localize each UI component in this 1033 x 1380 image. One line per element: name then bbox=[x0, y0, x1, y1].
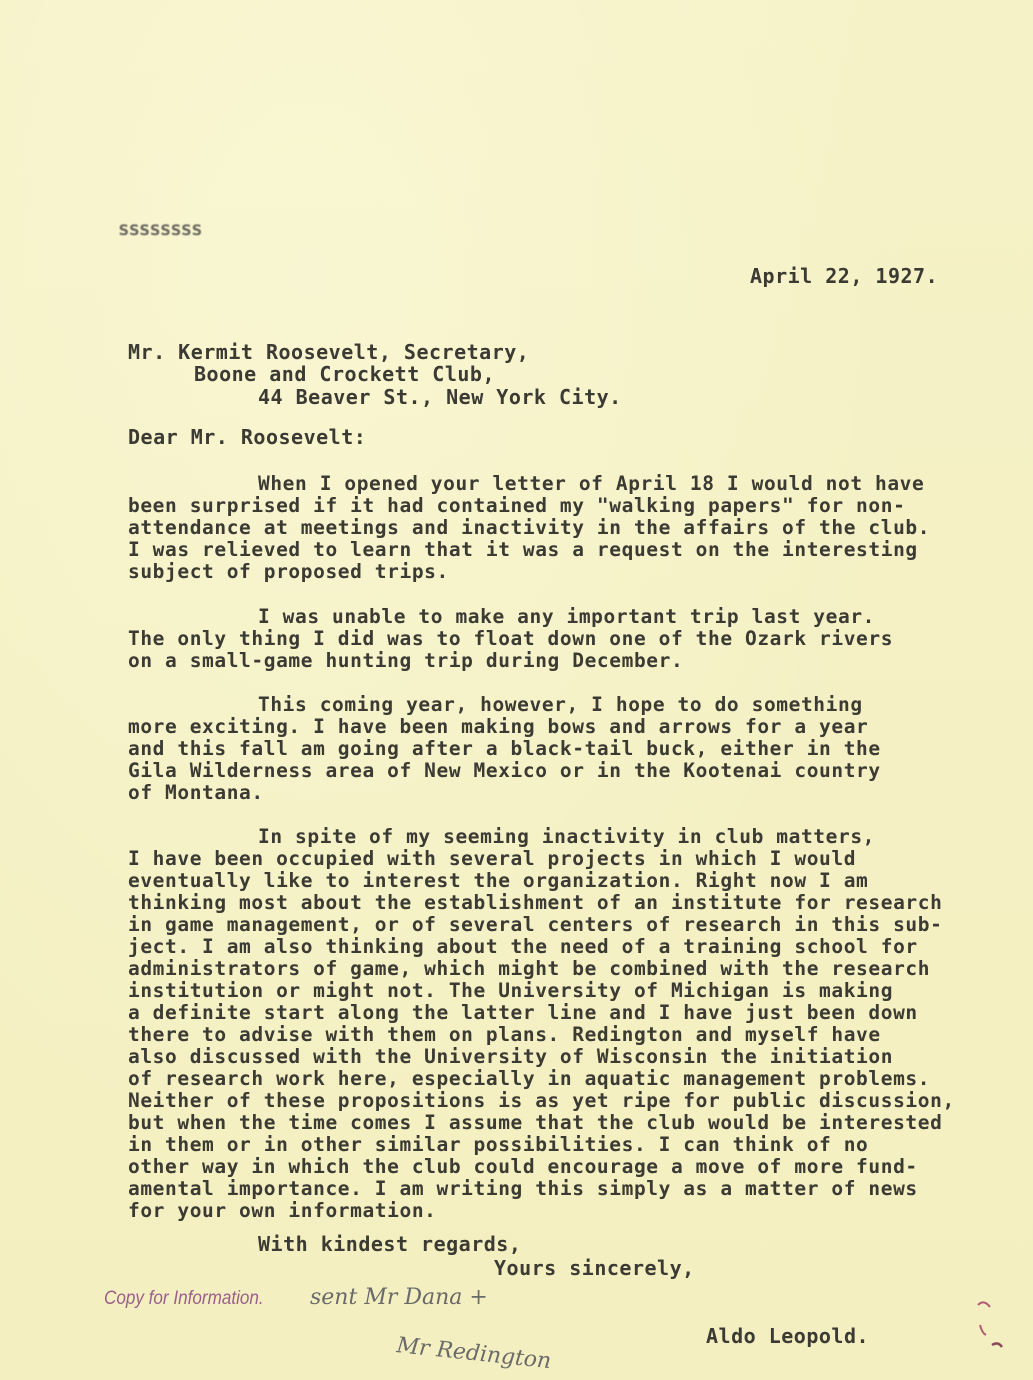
paragraph-line: but when the time comes I assume that the club would be interested bbox=[128, 1111, 943, 1134]
paragraph-line: and this fall am going after a black-tail buck, either in the bbox=[128, 737, 881, 760]
paragraph-line: Gila Wilderness area of New Mexico or in the Kootenai country bbox=[128, 759, 881, 782]
paragraph-line: I have been occupied with several projects in which I would bbox=[128, 847, 857, 870]
paragraph-line: Neither of these propositions is as yet ripe for public discussion, bbox=[128, 1089, 955, 1112]
paragraph-line: more exciting. I have been making bows and arrows for a year bbox=[128, 715, 869, 738]
paragraph-line: eventually like to interest the organization. Right now I am bbox=[128, 869, 869, 892]
paragraph-line: When I opened your letter of April 18 I would not have bbox=[258, 472, 925, 495]
paragraph-line: I was unable to make any important trip last year. bbox=[258, 605, 875, 628]
recipient-organization: Boone and Crockett Club, bbox=[194, 362, 495, 386]
paragraph-line: of Montana. bbox=[128, 781, 264, 804]
salutation: Dear Mr. Roosevelt: bbox=[128, 425, 367, 449]
paragraph-line: I was relieved to learn that it was a request on the interesting bbox=[128, 538, 918, 561]
paragraph-line: amental importance. I am writing this simply as a matter of news bbox=[128, 1177, 918, 1200]
letter-date: April 22, 1927. bbox=[750, 264, 939, 288]
paragraph-line: of research work here, especially in aquatic management problems. bbox=[128, 1067, 931, 1090]
paragraph-line: subject of proposed trips. bbox=[128, 560, 449, 583]
paragraph-line: This coming year, however, I hope to do something bbox=[258, 693, 863, 716]
closing-regards: With kindest regards, bbox=[258, 1232, 522, 1256]
paragraph-line: ject. I am also thinking about the need of a training school for bbox=[128, 935, 918, 958]
handwritten-note-line1: sent Mr Dana + bbox=[310, 1285, 488, 1310]
paragraph-line: thinking most about the establishment of an institute for research bbox=[128, 891, 943, 914]
recipient-name: Mr. Kermit Roosevelt, Secretary, bbox=[128, 340, 530, 364]
handwritten-note-line2: Mr Redington bbox=[395, 1333, 553, 1372]
paragraph-line: been surprised if it had contained my "walking papers" for non- bbox=[128, 494, 906, 517]
paragraph-line: there to advise with them on plans. Redington and myself have bbox=[128, 1023, 881, 1046]
signature-name: Aldo Leopold. bbox=[706, 1324, 870, 1348]
copy-for-information-stamp: Copy for Information. bbox=[104, 1288, 264, 1309]
handwritten-note bbox=[310, 1282, 610, 1376]
margin-marks bbox=[970, 1295, 1010, 1359]
paragraph-line: administrators of game, which might be combined with the research bbox=[128, 957, 931, 980]
paragraph-line: in them or in other similar possibilities. I can think of no bbox=[128, 1133, 869, 1156]
valediction: Yours sincerely, bbox=[494, 1256, 695, 1280]
paragraph-line: a definite start along the latter line and I have just been down bbox=[128, 1001, 918, 1024]
paragraph-line: The only thing I did was to float down one of the Ozark rivers bbox=[128, 627, 894, 650]
paragraph-line: attendance at meetings and inactivity in the affairs of the club. bbox=[128, 516, 931, 539]
paragraph-line: in game management, or of several centers of research in this sub- bbox=[128, 913, 943, 936]
paragraph-line: In spite of my seeming inactivity in club matters, bbox=[258, 825, 875, 848]
recipient-street: 44 Beaver St., New York City. bbox=[258, 385, 622, 409]
paragraph-line: also discussed with the University of Wisconsin the initiation bbox=[128, 1045, 894, 1068]
paragraph-line: for your own information. bbox=[128, 1199, 437, 1222]
paragraph-line: other way in which the club could encourage a move of more fund- bbox=[128, 1155, 918, 1178]
paragraph-line: institution or might not. The University of Michigan is making bbox=[128, 979, 894, 1002]
struck-out-text: ssssssss bbox=[118, 218, 202, 240]
paragraph-line: on a small-game hunting trip during December. bbox=[128, 649, 684, 672]
